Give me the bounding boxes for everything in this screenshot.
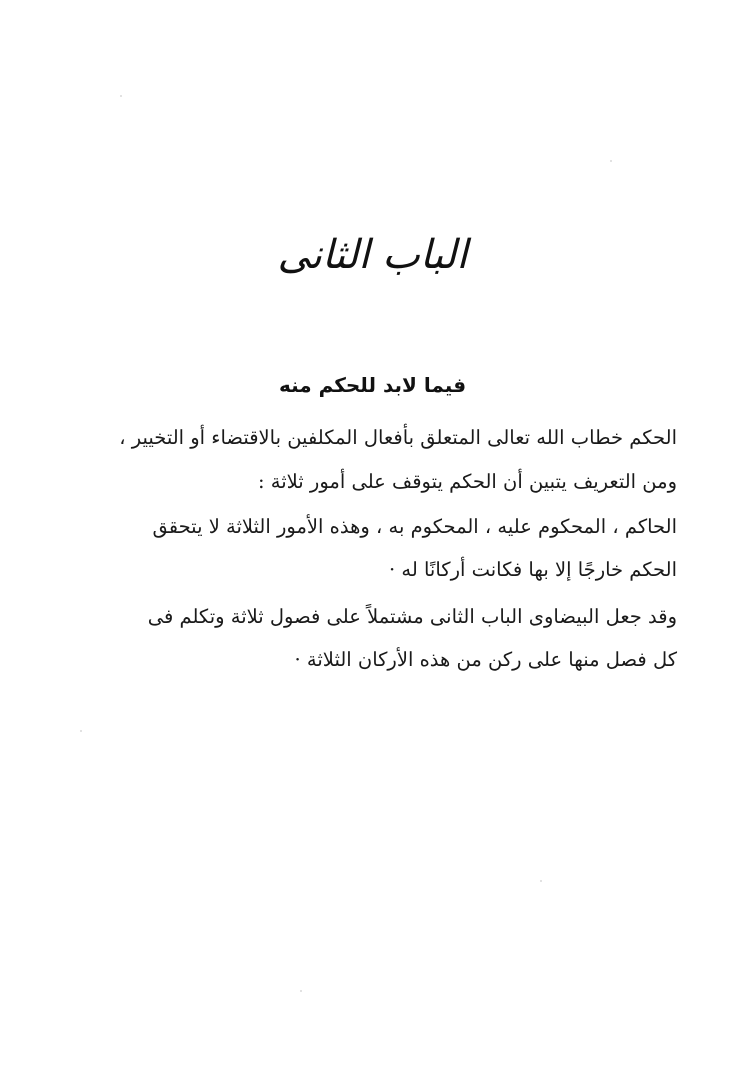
paragraph-2-line-2: الحكم خارجًا إلا بها فكانت أركانًا له ·: [388, 558, 677, 581]
paragraph-2-line-1: الحاكم ، المحكوم عليه ، المحكوم به ، وهذه الأمور الثلاثة لا يتحقق: [152, 515, 677, 538]
paragraph-1-line-2: ومن التعريف يتبين أن الحكم يتوقف على أمور ثلاثة :: [258, 470, 677, 493]
scan-speckle: [610, 160, 612, 162]
scan-speckle: [80, 730, 82, 732]
chapter-title: الباب الثانى: [277, 232, 468, 278]
paragraph-3-line-1: وقد جعل البيضاوى الباب الثانى مشتملاً على فصول ثلاثة وتكلم فى: [147, 605, 677, 628]
paragraph-3-line-2: كل فصل منها على ركن من هذه الأركان الثلاثة ·: [294, 648, 677, 671]
paragraph-1-line-1: الحكم خطاب الله تعالى المتعلق بأفعال المكلفين بالاقتضاء أو التخيير ،: [119, 426, 677, 449]
scan-speckle: [120, 95, 122, 97]
scan-speckle: [540, 880, 542, 882]
section-heading: فيما لابد للحكم منه: [278, 373, 467, 397]
scan-speckle: [300, 990, 302, 992]
